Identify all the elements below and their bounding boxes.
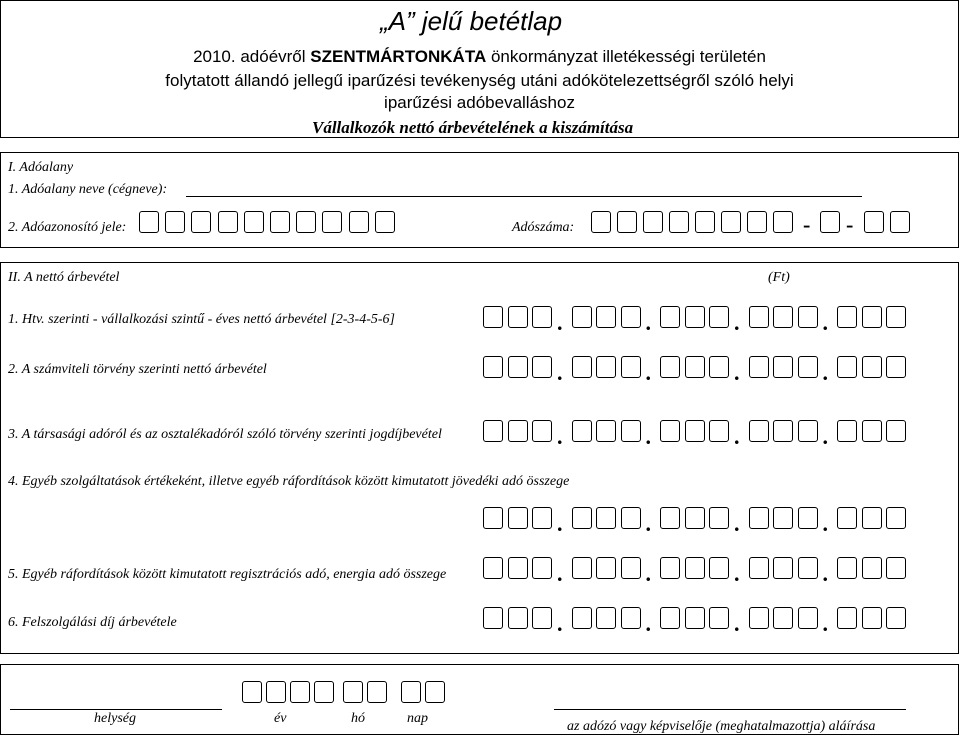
amount-digit-box[interactable] [572, 507, 592, 529]
amount-digit-box[interactable] [773, 306, 793, 328]
amount-digit-box[interactable] [621, 306, 641, 328]
amount-digit-box[interactable] [749, 507, 769, 529]
header-line-1-prefix: 2010. adóévről [193, 47, 311, 66]
revenue-unit: (Ft) [768, 270, 790, 285]
taxid-digit-box[interactable] [191, 211, 211, 233]
taxnum-digit-box[interactable] [591, 211, 611, 233]
amount-digit-box[interactable] [660, 507, 680, 529]
amount-digit-box[interactable] [572, 557, 592, 579]
amount-digit-box[interactable] [886, 557, 906, 579]
thousand-separator: . [822, 511, 828, 536]
thousand-separator: . [645, 424, 651, 449]
thousand-separator: . [734, 511, 740, 536]
day-label: nap [407, 711, 428, 726]
taxid-digit-box[interactable] [244, 211, 264, 233]
amount-digit-box[interactable] [483, 420, 503, 442]
day-digit-box[interactable] [401, 681, 421, 703]
amount-digit-box[interactable] [886, 607, 906, 629]
header-subtitle: Vállalkozók nettó árbevételének a kiszámítása [312, 118, 634, 137]
amount-digit-box[interactable] [621, 607, 641, 629]
month-label: hó [351, 711, 365, 726]
amount-digit-box[interactable] [621, 420, 641, 442]
amount-digit-box[interactable] [685, 557, 705, 579]
amount-digit-box[interactable] [886, 420, 906, 442]
taxnum-dash-1: - [803, 212, 811, 237]
amount-digit-box[interactable] [532, 306, 552, 328]
amount-digit-box[interactable] [749, 306, 769, 328]
amount-digit-box[interactable] [685, 507, 705, 529]
amount-digit-box[interactable] [596, 306, 616, 328]
amount-digit-box[interactable] [862, 557, 882, 579]
amount-digit-box[interactable] [709, 507, 729, 529]
amount-digit-box[interactable] [862, 507, 882, 529]
amount-digit-box[interactable] [837, 356, 857, 378]
signature-label: az adózó vagy képviselője (meghatalmazottja) aláírása [567, 719, 876, 734]
taxnum-digit-box[interactable] [721, 211, 741, 233]
amount-digit-box[interactable] [749, 356, 769, 378]
taxid-label: 2. Adóazonosító jele: [8, 220, 127, 235]
amount-digit-box[interactable] [773, 607, 793, 629]
year-digit-box[interactable] [314, 681, 334, 703]
amount-digit-box[interactable] [709, 607, 729, 629]
amount-digit-box[interactable] [798, 607, 818, 629]
amount-digit-box[interactable] [532, 507, 552, 529]
amount-digit-box[interactable] [685, 356, 705, 378]
amount-digit-box[interactable] [508, 420, 528, 442]
page-title: „A” jelű betétlap [380, 6, 563, 36]
month-digit-box[interactable] [343, 681, 363, 703]
header-line-1-suffix: önkormányzat illetékességi területén [486, 47, 766, 66]
amount-digit-box[interactable] [532, 356, 552, 378]
thousand-separator: . [645, 561, 651, 586]
amount-digit-box[interactable] [862, 420, 882, 442]
year-label: év [274, 711, 287, 726]
amount-digit-box[interactable] [572, 306, 592, 328]
revenue-row-6-label: 6. Felszolgálási díj árbevétele [8, 615, 177, 630]
year-digit-box[interactable] [290, 681, 310, 703]
place-field[interactable] [10, 709, 222, 710]
amount-digit-box[interactable] [572, 356, 592, 378]
amount-digit-box[interactable] [773, 507, 793, 529]
amount-digit-box[interactable] [483, 557, 503, 579]
thousand-separator: . [822, 611, 828, 636]
amount-digit-box[interactable] [837, 607, 857, 629]
thousand-separator: . [645, 511, 651, 536]
amount-digit-box[interactable] [596, 420, 616, 442]
amount-digit-box[interactable] [621, 356, 641, 378]
thousand-separator: . [557, 511, 563, 536]
taxnum-digit-box[interactable] [747, 211, 767, 233]
thousand-separator: . [645, 611, 651, 636]
amount-digit-box[interactable] [773, 557, 793, 579]
amount-digit-box[interactable] [862, 607, 882, 629]
amount-digit-box[interactable] [862, 306, 882, 328]
amount-digit-box[interactable] [709, 356, 729, 378]
amount-digit-box[interactable] [621, 557, 641, 579]
thousand-separator: . [822, 561, 828, 586]
amount-digit-box[interactable] [572, 607, 592, 629]
amount-digit-box[interactable] [749, 420, 769, 442]
taxnum-digit-box[interactable] [695, 211, 715, 233]
amount-digit-box[interactable] [483, 607, 503, 629]
year-digit-box[interactable] [242, 681, 262, 703]
taxnum-digit-box[interactable] [820, 211, 840, 233]
taxpayer-name-label: 1. Adóalany neve (cégneve): [8, 182, 168, 197]
thousand-separator: . [822, 360, 828, 385]
amount-digit-box[interactable] [508, 356, 528, 378]
amount-digit-box[interactable] [483, 507, 503, 529]
amount-digit-box[interactable] [709, 557, 729, 579]
thousand-separator: . [822, 424, 828, 449]
thousand-separator: . [557, 561, 563, 586]
amount-digit-box[interactable] [621, 507, 641, 529]
taxnum-label: Adószáma: [512, 220, 575, 235]
header-line-3: iparűzési adóbevalláshoz [384, 93, 575, 112]
amount-digit-box[interactable] [508, 607, 528, 629]
taxnum-digit-box[interactable] [669, 211, 689, 233]
revenue-heading: II. A nettó árbevétel [8, 270, 120, 285]
amount-digit-box[interactable] [508, 507, 528, 529]
amount-digit-box[interactable] [660, 306, 680, 328]
amount-digit-box[interactable] [596, 507, 616, 529]
header-line-1 [0, 47, 959, 67]
thousand-separator: . [557, 360, 563, 385]
taxnum-dash-2: - [846, 212, 854, 237]
taxid-digit-box[interactable] [375, 211, 395, 233]
amount-digit-box[interactable] [660, 557, 680, 579]
revenue-row-1-label: 1. Htv. szerinti - vállalkozási szintű - éves nettó árbevétel [2-3-4-5-6] [8, 312, 395, 327]
thousand-separator: . [822, 310, 828, 335]
place-label: helység [94, 711, 136, 726]
taxid-digit-box[interactable] [270, 211, 290, 233]
amount-digit-box[interactable] [508, 306, 528, 328]
municipality-name: SZENTMÁRTONKÁTA [310, 47, 487, 66]
amount-digit-box[interactable] [685, 306, 705, 328]
revenue-row-4-label: 4. Egyéb szolgáltatások értékeként, illetve egyéb ráfordítások között kimutatott jövedéki adó összege [8, 474, 570, 489]
thousand-separator: . [734, 611, 740, 636]
amount-digit-box[interactable] [596, 356, 616, 378]
amount-digit-box[interactable] [798, 356, 818, 378]
taxnum-digit-box[interactable] [643, 211, 663, 233]
day-digit-box[interactable] [425, 681, 445, 703]
amount-digit-box[interactable] [709, 306, 729, 328]
thousand-separator: . [645, 360, 651, 385]
amount-digit-box[interactable] [886, 356, 906, 378]
amount-digit-box[interactable] [508, 557, 528, 579]
amount-digit-box[interactable] [749, 557, 769, 579]
amount-digit-box[interactable] [773, 356, 793, 378]
amount-digit-box[interactable] [837, 557, 857, 579]
amount-digit-box[interactable] [660, 607, 680, 629]
taxid-digit-box[interactable] [218, 211, 238, 233]
thousand-separator: . [557, 310, 563, 335]
amount-digit-box[interactable] [532, 607, 552, 629]
amount-digit-box[interactable] [483, 356, 503, 378]
taxnum-digit-box[interactable] [617, 211, 637, 233]
amount-digit-box[interactable] [886, 306, 906, 328]
amount-digit-box[interactable] [685, 607, 705, 629]
amount-digit-box[interactable] [596, 607, 616, 629]
amount-digit-box[interactable] [862, 356, 882, 378]
amount-digit-box[interactable] [798, 507, 818, 529]
header-line-2: folytatott állandó jellegű iparűzési tevékenység utáni adókötelezettségről szóló helyi [165, 71, 794, 90]
thousand-separator: . [557, 424, 563, 449]
taxid-digit-box[interactable] [296, 211, 316, 233]
taxnum-digit-box[interactable] [773, 211, 793, 233]
thousand-separator: . [645, 310, 651, 335]
amount-digit-box[interactable] [798, 306, 818, 328]
amount-digit-box[interactable] [886, 507, 906, 529]
signature-field[interactable] [554, 709, 906, 710]
amount-digit-box[interactable] [798, 557, 818, 579]
amount-digit-box[interactable] [709, 420, 729, 442]
taxpayer-heading: I. Adóalany [8, 160, 74, 175]
month-digit-box[interactable] [367, 681, 387, 703]
revenue-row-5-label: 5. Egyéb ráfordítások között kimutatott regisztrációs adó, energia adó összege [8, 567, 447, 582]
amount-digit-box[interactable] [749, 607, 769, 629]
taxid-digit-box[interactable] [139, 211, 159, 233]
amount-digit-box[interactable] [596, 557, 616, 579]
thousand-separator: . [734, 310, 740, 335]
taxid-digit-box[interactable] [349, 211, 369, 233]
thousand-separator: . [734, 424, 740, 449]
year-digit-box[interactable] [266, 681, 286, 703]
revenue-row-2-label: 2. A számviteli törvény szerinti nettó árbevétel [8, 362, 267, 377]
thousand-separator: . [734, 360, 740, 385]
amount-digit-box[interactable] [837, 306, 857, 328]
amount-digit-box[interactable] [532, 557, 552, 579]
amount-digit-box[interactable] [572, 420, 592, 442]
revenue-row-3-label: 3. A társasági adóról és az osztalékadóról szóló törvény szerinti jogdíjbevétel [8, 427, 442, 442]
taxnum-digit-box[interactable] [864, 211, 884, 233]
taxnum-digit-box[interactable] [890, 211, 910, 233]
thousand-separator: . [557, 611, 563, 636]
amount-digit-box[interactable] [483, 306, 503, 328]
taxpayer-frame [0, 152, 959, 248]
thousand-separator: . [734, 561, 740, 586]
amount-digit-box[interactable] [532, 420, 552, 442]
amount-digit-box[interactable] [660, 420, 680, 442]
amount-digit-box[interactable] [837, 420, 857, 442]
taxpayer-name-field[interactable] [186, 196, 862, 197]
amount-digit-box[interactable] [660, 356, 680, 378]
amount-digit-box[interactable] [773, 420, 793, 442]
taxid-digit-box[interactable] [322, 211, 342, 233]
amount-digit-box[interactable] [685, 420, 705, 442]
amount-digit-box[interactable] [837, 507, 857, 529]
taxid-digit-box[interactable] [165, 211, 185, 233]
amount-digit-box[interactable] [798, 420, 818, 442]
